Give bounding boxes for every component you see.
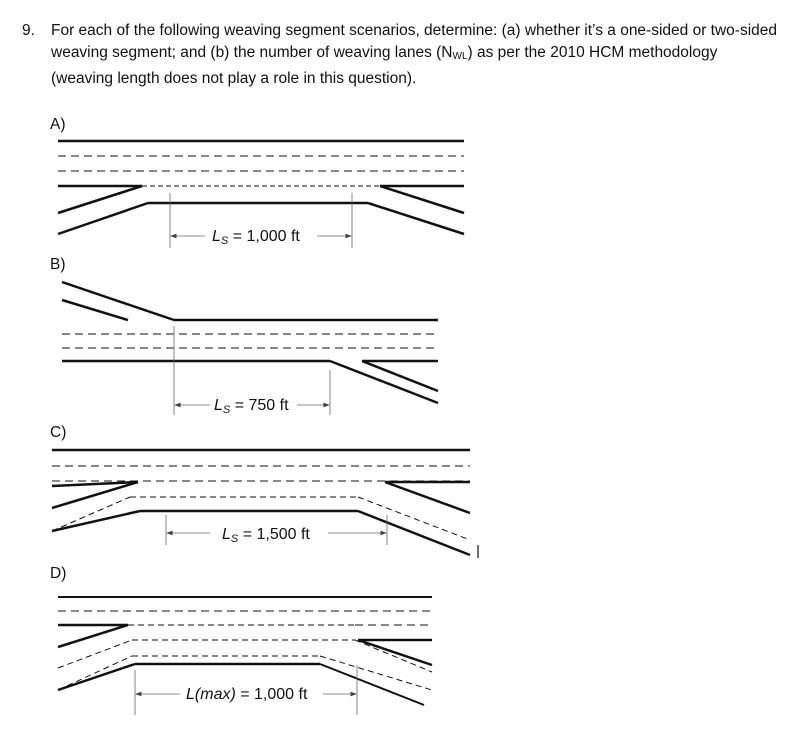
question-number: 9.: [22, 22, 35, 39]
length-label-d: L(max) = 1,000 ft: [186, 686, 308, 703]
length-label-b: LS = 750 ft: [214, 397, 289, 416]
diagram-b: [62, 282, 438, 415]
scenario-c-label: C): [50, 424, 67, 441]
length-label-a: LS = 1,000 ft: [212, 228, 300, 247]
length-label-c: LS = 1,500 ft: [222, 526, 310, 545]
question-body: For each of the following weaving segment scenarios, determine: (a) whether it’s a one-sided or two-sided weaving segment; and (b) the number of weaving lanes $(N_{WL})$ as per the 2010 HCM methodology (weaving length does not play a role in this question).: [51, 22, 778, 87]
scenario-b-label: B): [50, 256, 66, 273]
scenario-a-label: A): [50, 116, 66, 133]
scenario-d-label: D): [50, 565, 67, 582]
